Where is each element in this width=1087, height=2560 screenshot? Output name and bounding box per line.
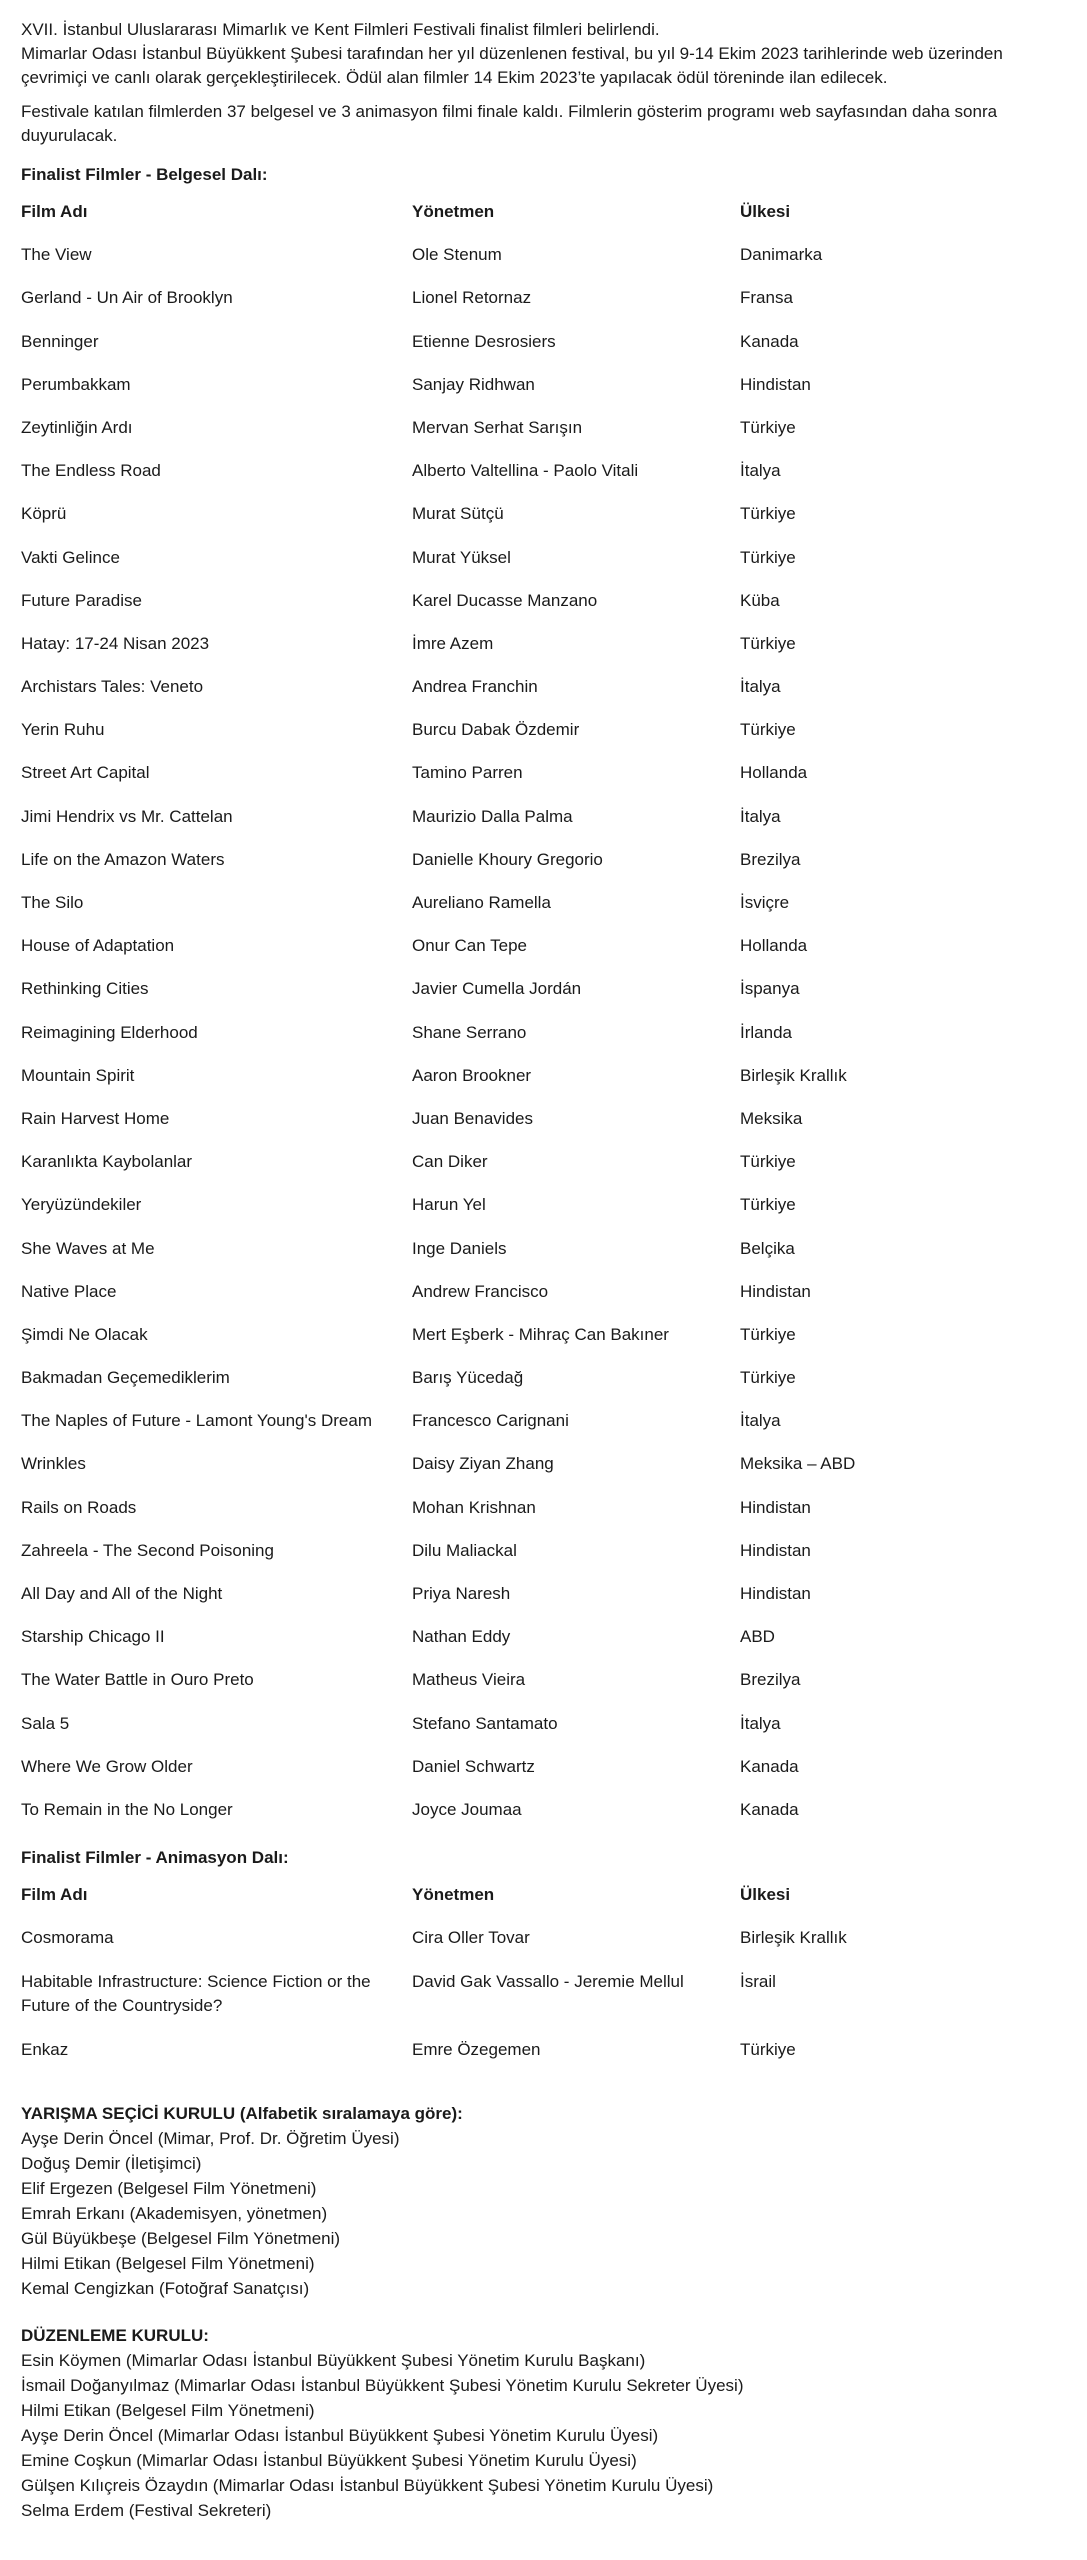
country-cell: İtalya xyxy=(740,806,781,826)
director-cell: Mohan Krishnan xyxy=(412,1497,536,1517)
director-cell: Daisy Ziyan Zhang xyxy=(412,1454,554,1474)
director-cell: Joyce Joumaa xyxy=(412,1799,522,1819)
film-name-cell: Gerland - Un Air of Brooklyn xyxy=(21,288,233,308)
film-name-cell: Native Place xyxy=(21,1281,117,1301)
table-row xyxy=(21,1270,1071,1313)
director-cell: Onur Can Tepe xyxy=(412,936,527,956)
header-film-name: Film Adı xyxy=(21,202,88,221)
country-cell: Küba xyxy=(740,590,780,610)
director-cell: Emre Özegemen xyxy=(412,2039,541,2059)
country-cell: Türkiye xyxy=(740,633,796,653)
film-name-cell: Rethinking Cities xyxy=(21,979,149,999)
country-cell: Kanada xyxy=(740,1756,799,1776)
film-name-cell: Yeryüzündekiler xyxy=(21,1195,142,1215)
director-cell: Francesco Carignani xyxy=(412,1411,569,1431)
table-row xyxy=(21,1011,1071,1054)
film-name-cell: Sala 5 xyxy=(21,1713,70,1733)
film-name-cell: Life on the Amazon Waters xyxy=(21,849,225,869)
film-name-cell: The View xyxy=(21,245,92,265)
country-cell: Kanada xyxy=(740,1799,799,1819)
member-list-item: Elif Ergezen (Belgesel Film Yönetmeni) xyxy=(21,2178,317,2198)
director-cell: Matheus Vieira xyxy=(412,1670,526,1690)
table-row xyxy=(21,1745,1071,1788)
table-row xyxy=(21,320,1071,363)
director-cell: İmre Azem xyxy=(412,633,494,653)
table-row xyxy=(21,1097,1071,1140)
table-row xyxy=(21,1227,1071,1270)
member-list-item: Hilmi Etikan (Belgesel Film Yönetmeni) xyxy=(21,2253,315,2273)
table-row xyxy=(21,838,1071,881)
intro-line-2: Mimarlar Odası İstanbul Büyükkent Şubesi tarafından her yıl düzenlenen festival, bu yıl 9-14 Ekim 2023 tarihlerinde web üzerinden çevrimiçi ve canlı olarak gerçekleştirilecek. Ödül alan filmler 14 Ekim 2023’te yapılacak ödül töreninde ilan edilecek. xyxy=(21,44,1003,87)
member-list-item: Ayşe Derin Öncel (Mimarlar Odası İstanbul Büyükkent Şubesi Yönetim Kurulu Üyesi) xyxy=(21,2425,659,2445)
director-cell: Sanjay Ridhwan xyxy=(412,374,535,394)
table-row xyxy=(21,795,1071,838)
table-row xyxy=(21,579,1071,622)
organizing-section xyxy=(21,2323,1071,2523)
film-name-cell: Future Paradise xyxy=(21,590,142,610)
member-list-item: İsmail Doğanyılmaz (Mimarlar Odası İstanbul Büyükkent Şubesi Yönetim Kurulu Sekreter Üyesi) xyxy=(21,2375,744,2395)
country-cell: Hindistan xyxy=(740,374,811,394)
animation-section-title: Finalist Filmler - Animasyon Dalı: xyxy=(21,1848,289,1868)
director-cell: Shane Serrano xyxy=(412,1022,527,1042)
table-row xyxy=(21,1572,1071,1615)
table-row xyxy=(21,406,1071,449)
film-name-cell: Zahreela - The Second Poisoning xyxy=(21,1540,274,1560)
table-row xyxy=(21,276,1071,319)
country-cell: Hollanda xyxy=(740,763,808,783)
film-name-cell: Rails on Roads xyxy=(21,1497,137,1517)
film-name-cell: All Day and All of the Night xyxy=(21,1584,223,1603)
country-cell: Türkiye xyxy=(740,720,796,740)
table-row xyxy=(21,1356,1071,1399)
director-cell: Harun Yel xyxy=(412,1195,486,1215)
documentary-table-header xyxy=(21,190,1071,233)
director-cell: Dilu Maliackal xyxy=(412,1540,517,1560)
table-row xyxy=(21,708,1071,751)
table-row xyxy=(21,751,1071,794)
film-name-cell: Reimagining Elderhood xyxy=(21,1022,198,1042)
table-row xyxy=(21,1702,1071,1745)
country-cell: Hindistan xyxy=(740,1497,811,1517)
organizing-member-list xyxy=(21,2348,1071,2523)
director-cell: Can Diker xyxy=(412,1152,488,1172)
film-name-cell: Enkaz xyxy=(21,2039,69,2059)
film-name-cell: Hatay: 17-24 Nisan 2023 xyxy=(21,633,210,653)
country-cell: İtalya xyxy=(740,461,781,481)
intro-paragraph-2: Festivale katılan filmlerden 37 belgesel ve 3 animasyon filmi finale kaldı. Filmlerin gösterim programı web sayfasından daha sonra duyurulacak. xyxy=(21,102,998,145)
country-cell: Meksika xyxy=(740,1108,803,1128)
director-cell: Murat Sütçü xyxy=(412,504,504,524)
director-cell: Danielle Khoury Gregorio xyxy=(412,849,603,869)
director-cell: Nathan Eddy xyxy=(412,1627,511,1647)
table-row xyxy=(21,967,1071,1010)
animation-table xyxy=(21,1873,1071,2071)
film-name-cell: The Water Battle in Ouro Preto xyxy=(21,1670,254,1690)
country-cell: Birleşik Krallık xyxy=(740,1928,847,1948)
director-cell: Alberto Valtellina - Paolo Vitali xyxy=(412,461,639,481)
table-row xyxy=(21,1960,1071,2028)
director-cell: Daniel Schwartz xyxy=(412,1756,535,1776)
country-cell: İtalya xyxy=(740,677,781,697)
country-cell: Türkiye xyxy=(740,547,796,567)
film-name-cell: Starship Chicago II xyxy=(21,1627,165,1647)
director-cell: Mervan Serhat Sarışın xyxy=(412,417,583,437)
film-name-cell: She Waves at Me xyxy=(21,1238,155,1258)
country-cell: Brezilya xyxy=(740,849,801,869)
country-cell: Türkiye xyxy=(740,1368,796,1388)
table-row xyxy=(21,622,1071,665)
table-row xyxy=(21,1399,1071,1442)
film-name-cell: Vakti Gelince xyxy=(21,547,120,567)
country-cell: Birleşik Krallık xyxy=(740,1065,847,1085)
country-cell: Meksika – ABD xyxy=(740,1454,856,1474)
documentary-table-body xyxy=(21,233,1071,1831)
film-name-cell: Benninger xyxy=(21,331,99,351)
film-name-cell: To Remain in the No Longer xyxy=(21,1799,233,1819)
member-list-item: Ayşe Derin Öncel (Mimar, Prof. Dr. Öğretim Üyesi) xyxy=(21,2128,400,2148)
country-cell: Danimarka xyxy=(740,245,823,265)
header-country: Ülkesi xyxy=(740,1885,791,1905)
country-cell: İtalya xyxy=(740,1713,781,1733)
member-list-item: Esin Köymen (Mimarlar Odası İstanbul Büyükkent Şubesi Yönetim Kurulu Başkanı) xyxy=(21,2350,646,2370)
member-list-item: Kemal Cengizkan (Fotoğraf Sanatçısı) xyxy=(21,2278,310,2298)
film-name-cell: Rain Harvest Home xyxy=(21,1108,170,1128)
country-cell: Türkiye xyxy=(740,2039,796,2059)
film-name-cell: Bakmadan Geçemediklerim xyxy=(21,1368,230,1388)
country-cell: İspanya xyxy=(740,979,800,999)
director-cell: Priya Naresh xyxy=(412,1584,511,1603)
table-row xyxy=(21,492,1071,535)
country-cell: Kanada xyxy=(740,331,799,351)
table-row xyxy=(21,2028,1071,2071)
intro-paragraph xyxy=(21,18,1071,90)
country-cell: İrlanda xyxy=(740,1022,792,1042)
director-cell: Mert Eşberk - Mihraç Can Bakıner xyxy=(412,1324,669,1344)
table-row xyxy=(21,1054,1071,1097)
film-name-cell: Jimi Hendrix vs Mr. Cattelan xyxy=(21,806,233,826)
country-cell: Türkiye xyxy=(740,1152,796,1172)
table-row xyxy=(21,363,1071,406)
table-row xyxy=(21,1615,1071,1658)
director-cell: Etienne Desrosiers xyxy=(412,331,556,351)
director-cell: Aureliano Ramella xyxy=(412,893,551,912)
director-cell: Andrew Francisco xyxy=(412,1281,549,1301)
country-cell: Belçika xyxy=(740,1238,795,1258)
animation-table-header xyxy=(21,1873,1071,1916)
animation-table-body xyxy=(21,1916,1071,2070)
director-cell: David Gak Vassallo - Jeremie Mellul xyxy=(412,1971,684,1991)
organizing-title: DÜZENLEME KURULU: xyxy=(21,2325,209,2345)
country-cell: Brezilya xyxy=(740,1670,801,1690)
table-row xyxy=(21,1486,1071,1529)
film-name-cell: The Silo xyxy=(21,893,84,912)
film-name-cell: Where We Grow Older xyxy=(21,1756,193,1776)
film-name-cell: House of Adaptation xyxy=(21,936,175,956)
country-cell: ABD xyxy=(740,1627,775,1647)
member-list-item: Hilmi Etikan (Belgesel Film Yönetmeni) xyxy=(21,2400,315,2420)
film-name-cell: The Naples of Future - Lamont Young's Dream xyxy=(21,1411,372,1431)
director-cell: Inge Daniels xyxy=(412,1238,507,1258)
country-cell: İsviçre xyxy=(740,893,790,912)
film-name-cell: Karanlıkta Kaybolanlar xyxy=(21,1152,193,1172)
director-cell: Stefano Santamato xyxy=(412,1713,558,1733)
table-row xyxy=(21,1183,1071,1226)
intro-line-1: XVII. İstanbul Uluslararası Mimarlık ve Kent Filmleri Festivali finalist filmleri belirlendi. xyxy=(21,20,660,39)
table-row xyxy=(21,1140,1071,1183)
film-name-cell: Archistars Tales: Veneto xyxy=(21,677,204,697)
jury-member-list xyxy=(21,2126,1071,2301)
header-director: Yönetmen xyxy=(412,1885,495,1905)
director-cell: Andrea Franchin xyxy=(412,677,538,697)
documentary-section-title: Finalist Filmler - Belgesel Dalı: xyxy=(21,165,268,184)
director-cell: Aaron Brookner xyxy=(412,1065,532,1085)
film-name-cell: The Endless Road xyxy=(21,461,161,481)
table-row xyxy=(21,449,1071,492)
table-row xyxy=(21,1788,1071,1831)
country-cell: Türkiye xyxy=(740,1324,796,1344)
member-list-item: Selma Erdem (Festival Sekreteri) xyxy=(21,2500,272,2520)
director-cell: Cira Oller Tovar xyxy=(412,1928,530,1948)
country-cell: Türkiye xyxy=(740,1195,796,1215)
jury-title: YARIŞMA SEÇİCİ KURULU (Alfabetik sıralamaya göre): xyxy=(21,2103,463,2123)
film-name-cell: Street Art Capital xyxy=(21,763,150,783)
header-director: Yönetmen xyxy=(412,202,495,221)
member-list-item: Emine Coşkun (Mimarlar Odası İstanbul Büyükkent Şubesi Yönetim Kurulu Üyesi) xyxy=(21,2450,637,2470)
table-row xyxy=(21,1313,1071,1356)
jury-section xyxy=(21,2101,1071,2301)
table-row xyxy=(21,1529,1071,1572)
header-film-name: Film Adı xyxy=(21,1885,88,1905)
film-name-cell: Mountain Spirit xyxy=(21,1065,135,1085)
table-row xyxy=(21,665,1071,708)
table-row xyxy=(21,924,1071,967)
member-list-item: Gül Büyükbeşe (Belgesel Film Yönetmeni) xyxy=(21,2228,341,2248)
country-cell: Fransa xyxy=(740,288,793,308)
member-list-item: Emrah Erkanı (Akademisyen, yönetmen) xyxy=(21,2203,328,2223)
film-name-cell: Cosmorama xyxy=(21,1928,114,1948)
header-country: Ülkesi xyxy=(740,202,791,221)
director-cell: Murat Yüksel xyxy=(412,547,511,567)
country-cell: Hindistan xyxy=(740,1281,811,1301)
director-cell: Ole Stenum xyxy=(412,245,502,265)
film-name-cell: Wrinkles xyxy=(21,1454,86,1474)
country-cell: Türkiye xyxy=(740,504,796,524)
director-cell: Maurizio Dalla Palma xyxy=(412,806,573,826)
member-list-item: Gülşen Kılıçreis Özaydın (Mimarlar Odası İstanbul Büyükkent Şubesi Yönetim Kurulu Üyesi) xyxy=(21,2475,714,2495)
country-cell: İtalya xyxy=(740,1411,781,1431)
table-row xyxy=(21,233,1071,276)
director-cell: Juan Benavides xyxy=(412,1108,533,1128)
director-cell: Javier Cumella Jordán xyxy=(412,979,582,999)
country-cell: Hollanda xyxy=(740,936,808,956)
country-cell: Türkiye xyxy=(740,417,796,437)
film-name-cell: Köprü xyxy=(21,504,67,524)
member-list-item: Doğuş Demir (İletişimci) xyxy=(21,2153,202,2173)
table-row xyxy=(21,1658,1071,1701)
table-row xyxy=(21,1916,1071,1959)
film-name-cell: Şimdi Ne Olacak xyxy=(21,1324,148,1344)
country-cell: Hindistan xyxy=(740,1584,811,1603)
film-name-cell: Habitable Infrastructure: Science Fiction or the Future of the Countryside? xyxy=(21,1971,371,2015)
film-name-cell: Perumbakkam xyxy=(21,374,131,394)
film-name-cell: Yerin Ruhu xyxy=(21,720,105,740)
table-row xyxy=(21,536,1071,579)
country-cell: İsrail xyxy=(740,1971,776,1991)
table-row xyxy=(21,881,1071,924)
director-cell: Barış Yücedağ xyxy=(412,1368,524,1388)
director-cell: Karel Ducasse Manzano xyxy=(412,590,598,610)
film-name-cell: Zeytinliğin Ardı xyxy=(21,417,133,437)
documentary-table xyxy=(21,190,1071,1831)
director-cell: Tamino Parren xyxy=(412,763,523,783)
country-cell: Hindistan xyxy=(740,1540,811,1560)
director-cell: Lionel Retornaz xyxy=(412,288,532,308)
table-row xyxy=(21,1442,1071,1485)
document-page xyxy=(21,18,1071,2523)
director-cell: Burcu Dabak Özdemir xyxy=(412,720,580,740)
